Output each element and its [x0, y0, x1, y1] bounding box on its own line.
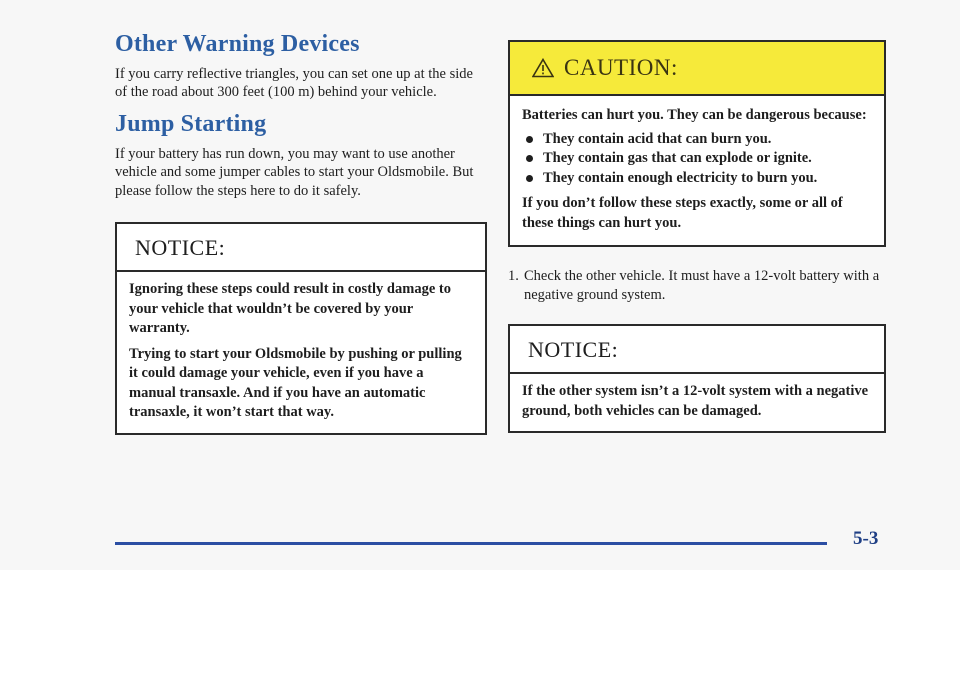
bullet-icon	[526, 175, 533, 182]
caution-header	[510, 42, 884, 96]
caution-box	[508, 40, 886, 247]
bullet-icon	[526, 136, 533, 143]
caution-outro: If you don’t follow these steps exactly, some or all of these things can hurt you.	[522, 195, 843, 231]
bullet-text: They contain acid that can burn you.	[543, 130, 772, 147]
notice-divider	[117, 270, 485, 272]
heading-jump-starting: Jump Starting	[115, 110, 267, 137]
left-column	[115, 30, 487, 435]
caution-bullet-list	[522, 130, 872, 189]
notice-box-voltage	[508, 324, 886, 433]
caution-bullet	[522, 130, 872, 150]
notice-body	[117, 262, 485, 433]
notice-title: NOTICE:	[528, 337, 619, 362]
jump-starting-intro-text: If your battery has run down, you may want to use another vehicle and some jumper cables to start your Oldsmobile. But please follow the steps here to do it safely.	[115, 145, 474, 199]
notice-paragraph: Ignoring these steps could result in costly damage to your vehicle that wouldn’t be covered by your warranty.	[129, 281, 451, 337]
notice-title: NOTICE:	[135, 235, 226, 261]
notice-paragraph: If the other system isn’t a 12-volt system with a negative ground, both vehicles can be damaged.	[522, 383, 869, 419]
caution-body	[510, 96, 884, 245]
warning-triangle-icon	[532, 58, 554, 78]
bullet-text: They contain enough electricity to burn you.	[543, 169, 818, 186]
right-column	[508, 40, 886, 433]
warning-devices-text: If you carry reflective triangles, you can set one up at the side of the road about 300 feet (100 m) behind your vehicle.	[115, 65, 473, 101]
bullet-text: They contain gas that can explode or ignite.	[543, 150, 812, 166]
notice-body	[510, 364, 884, 431]
notice-box-damage	[115, 222, 487, 435]
caution-bullet	[522, 169, 872, 189]
caution-title: CAUTION:	[564, 55, 678, 80]
caution-bullet	[522, 149, 872, 169]
notice-paragraph: Trying to start your Oldsmobile by pushing or pulling it could damage your vehicle, even if you have a manual transaxle. And if you have an automatic transaxle, it won’t start that way.	[129, 345, 462, 421]
caution-intro: Batteries can hurt you. They can be dangerous because:	[522, 107, 867, 123]
bullet-icon	[526, 155, 533, 162]
step-number: 1.	[508, 268, 519, 284]
step-1	[508, 267, 886, 304]
footer-rule	[115, 542, 827, 545]
page-number: 5-3	[853, 528, 879, 549]
notice-divider	[510, 372, 884, 374]
step-text: Check the other vehicle. It must have a 12-volt battery with a negative ground system.	[524, 268, 880, 303]
heading-other-warning-devices: Other Warning Devices	[115, 31, 360, 57]
